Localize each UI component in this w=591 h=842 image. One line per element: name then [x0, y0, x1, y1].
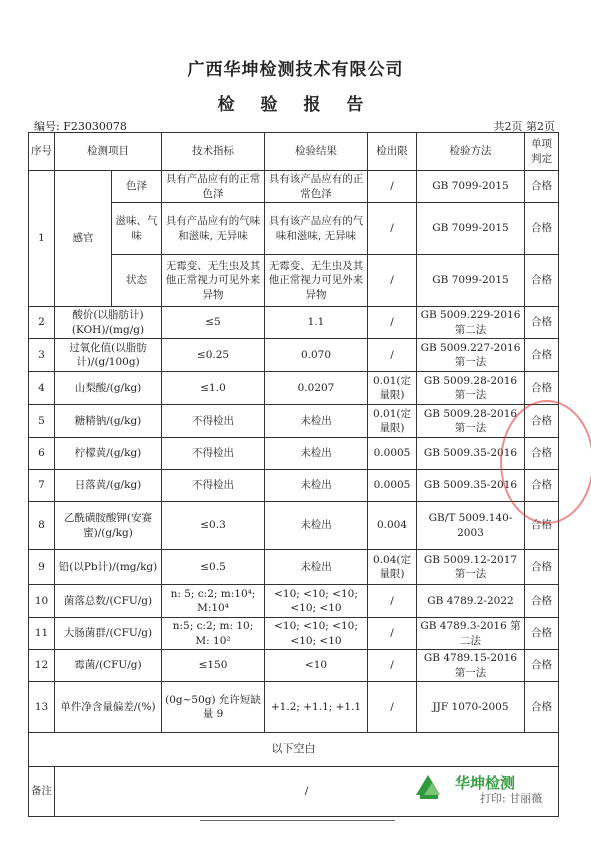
row-spec: n: 5; c:2; m:10⁴; M:10⁴ — [162, 585, 265, 618]
row-item: 过氧化值(以脂肪计)/(g/100g) — [55, 339, 162, 372]
row-method: GB 5009.35-2016 — [417, 438, 525, 470]
row-result: <10; <10; <10; <10; <10 — [265, 618, 368, 650]
row-spec: ≤0.3 — [162, 502, 265, 550]
row-no: 13 — [29, 682, 55, 733]
header-result: 检验结果 — [265, 133, 368, 171]
row-result: 具有该产品应有的正常色泽 — [265, 171, 368, 203]
row-judge: 合格 — [525, 339, 559, 372]
row-judge: 合格 — [525, 682, 559, 733]
row-spec: ≤1.0 — [162, 372, 265, 405]
row-result: 未检出 — [265, 405, 368, 438]
header-method: 检验方法 — [417, 133, 525, 171]
table-row — [29, 550, 559, 585]
row-method: GB/T 5009.140-2003 — [417, 502, 525, 550]
row-spec: ≤150 — [162, 650, 265, 682]
row-item: 铅(以Pb计)/(mg/kg) — [55, 550, 162, 585]
row-limit: / — [368, 618, 417, 650]
row-limit: / — [368, 585, 417, 618]
row-no: 2 — [29, 307, 55, 339]
footer-divider — [200, 820, 395, 821]
table-row — [29, 470, 559, 502]
row-no: 10 — [29, 585, 55, 618]
row-spec: ≤0.25 — [162, 339, 265, 372]
row-result: 未检出 — [265, 438, 368, 470]
header-spec: 技术指标 — [162, 133, 265, 171]
row-judge: 合格 — [525, 405, 559, 438]
row-result: <10; <10; <10; <10; <10 — [265, 585, 368, 618]
printer-name: 打印: 甘丽薇 — [480, 792, 543, 805]
row-result: 0.0207 — [265, 372, 368, 405]
table-row — [29, 339, 559, 372]
red-seal-stamp — [500, 400, 591, 524]
row-method: GB 4789.15-2016 第一法 — [417, 650, 525, 682]
row-method: GB 5009.28-2016 第一法 — [417, 372, 525, 405]
table-row — [29, 307, 559, 339]
row-judge: 合格 — [525, 550, 559, 585]
blank-row — [29, 733, 559, 767]
row-spec: 具有产品应有的气味和滋味, 无异味 — [162, 203, 265, 255]
row-no: 1 — [29, 171, 55, 307]
inspection-table — [28, 132, 559, 817]
row-limit: / — [368, 255, 417, 307]
row-result: 未检出 — [265, 470, 368, 502]
row-no: 11 — [29, 618, 55, 650]
row-result: 具有该产品应有的气味和滋味, 无异味 — [265, 203, 368, 255]
row-limit: 0.01(定量限) — [368, 405, 417, 438]
row-result: 0.070 — [265, 339, 368, 372]
blank-note: 以下空白 — [29, 733, 559, 767]
row-judge: 合格 — [525, 372, 559, 405]
row-judge: 合格 — [525, 650, 559, 682]
row-item: 乙酰磺胺酸钾(安赛蜜)/(g/kg) — [55, 502, 162, 550]
header-limit: 检出限 — [368, 133, 417, 171]
header-no: 序号 — [29, 133, 55, 171]
table-row — [29, 171, 559, 203]
row-method: GB 7099-2015 — [417, 203, 525, 255]
row-subitem: 状态 — [112, 255, 162, 307]
report-title: 检 验 报 告 — [217, 95, 374, 115]
row-result: 未检出 — [265, 502, 368, 550]
table-row — [29, 618, 559, 650]
row-item: 大肠菌群/(CFU/g) — [55, 618, 162, 650]
row-judge: 合格 — [525, 502, 559, 550]
row-result: 1.1 — [265, 307, 368, 339]
row-judge: 合格 — [525, 618, 559, 650]
row-result: 未检出 — [265, 550, 368, 585]
header-row — [29, 133, 559, 171]
row-result: <10 — [265, 650, 368, 682]
row-limit: / — [368, 339, 417, 372]
row-no: 4 — [29, 372, 55, 405]
row-spec: (0g~50g) 允许短缺量 9 — [162, 682, 265, 733]
row-subitem: 滋味、气味 — [112, 203, 162, 255]
page-info: 共2页 第2页 — [493, 120, 555, 133]
row-judge: 合格 — [525, 255, 559, 307]
row-method: GB 5009.12-2017 第一法 — [417, 550, 525, 585]
logo-text: 华坤检测 — [455, 774, 516, 792]
row-limit: 0.0005 — [368, 438, 417, 470]
row-judge: 合格 — [525, 438, 559, 470]
row-judge: 合格 — [525, 203, 559, 255]
row-item: 柠檬黄/(g/kg) — [55, 438, 162, 470]
row-spec: n:5; c:2; m: 10; M: 10² — [162, 618, 265, 650]
table-row — [29, 372, 559, 405]
row-method: GB 7099-2015 — [417, 171, 525, 203]
row-method: GB 5009.28-2016 第一法 — [417, 405, 525, 438]
row-judge: 合格 — [525, 307, 559, 339]
remark-label: 备注 — [29, 767, 55, 817]
row-no: 9 — [29, 550, 55, 585]
row-item: 霉菌/(CFU/g) — [55, 650, 162, 682]
table-row — [29, 438, 559, 470]
row-result: +1.2; +1.1; +1.1 — [265, 682, 368, 733]
row-judge: 合格 — [525, 470, 559, 502]
row-method: GB 5009.229-2016 第二法 — [417, 307, 525, 339]
row-no: 6 — [29, 438, 55, 470]
row-method: GB 4789.2-2022 — [417, 585, 525, 618]
row-spec: 具有产品应有的正常色泽 — [162, 171, 265, 203]
company-name: 广西华坤检测技术有限公司 — [187, 60, 404, 80]
header-judge: 单项判定 — [525, 133, 559, 171]
row-spec: 不得检出 — [162, 438, 265, 470]
row-spec: 不得检出 — [162, 470, 265, 502]
row-method: GB 5009.227-2016 第一法 — [417, 339, 525, 372]
row-no: 12 — [29, 650, 55, 682]
row-result: 无霉变、无生虫及其他正常视力可见外来异物 — [265, 255, 368, 307]
row-method: GB 5009.35-2016 — [417, 470, 525, 502]
row-spec: 不得检出 — [162, 405, 265, 438]
row-limit: 0.0005 — [368, 470, 417, 502]
row-item: 日落黄/(g/kg) — [55, 470, 162, 502]
row-method: GB 7099-2015 — [417, 255, 525, 307]
row-no: 5 — [29, 405, 55, 438]
row-item: 酸价(以脂肪计)(KOH)/(mg/g) — [55, 307, 162, 339]
row-subitem: 色泽 — [112, 171, 162, 203]
table-row — [29, 585, 559, 618]
table-row — [29, 682, 559, 733]
row-limit: / — [368, 203, 417, 255]
row-limit: / — [368, 650, 417, 682]
report-number: 编号: F23030078 — [34, 120, 127, 133]
table-row — [29, 405, 559, 438]
row-no: 3 — [29, 339, 55, 372]
row-limit: / — [368, 171, 417, 203]
header-item: 检测项目 — [55, 133, 162, 171]
remark-value: / — [55, 767, 559, 817]
row-spec: 无霉变、无生虫及其他正常视力可见外来异物 — [162, 255, 265, 307]
row-spec: ≤0.5 — [162, 550, 265, 585]
row-group: 感官 — [55, 171, 112, 307]
row-spec: ≤5 — [162, 307, 265, 339]
row-method: JJF 1070-2005 — [417, 682, 525, 733]
row-judge: 合格 — [525, 585, 559, 618]
row-method: GB 4789.3-2016 第二法 — [417, 618, 525, 650]
row-item: 菌落总数/(CFU/g) — [55, 585, 162, 618]
row-limit: 0.04(定量限) — [368, 550, 417, 585]
row-limit: / — [368, 682, 417, 733]
row-limit: 0.01(定量限) — [368, 372, 417, 405]
row-limit: / — [368, 307, 417, 339]
table-row — [29, 650, 559, 682]
row-no: 7 — [29, 470, 55, 502]
row-judge: 合格 — [525, 171, 559, 203]
row-item: 山梨酸/(g/kg) — [55, 372, 162, 405]
row-item: 单件净含量偏差/(%) — [55, 682, 162, 733]
row-no: 8 — [29, 502, 55, 550]
row-limit: 0.004 — [368, 502, 417, 550]
row-item: 糖精钠/(g/kg) — [55, 405, 162, 438]
table-row — [29, 502, 559, 550]
